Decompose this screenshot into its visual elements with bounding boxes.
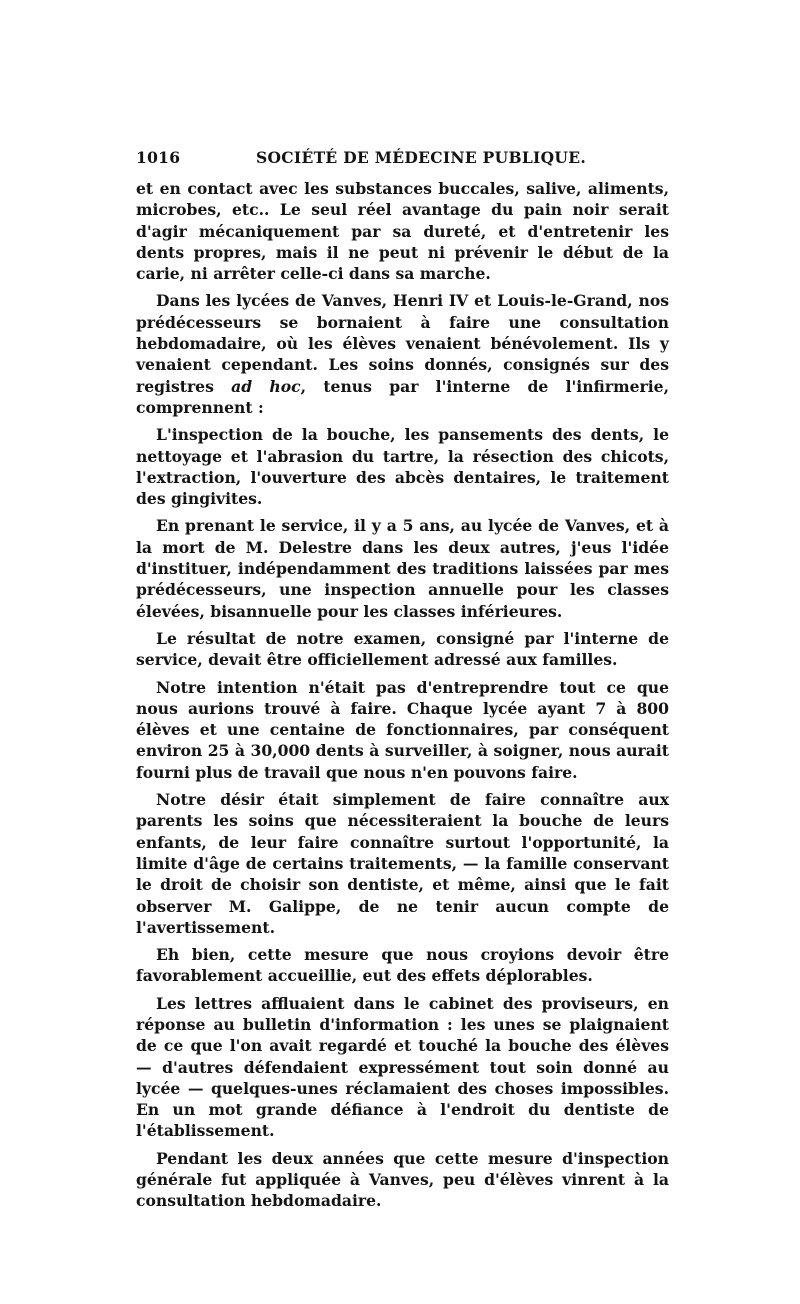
paragraph-lycees bbox=[136, 290, 669, 418]
paragraph-lettres: Les lettres affluaient dans le cabinet des proviseurs, en réponse au bulletin d'information : les unes se plaignaient de ce que l'on avait regardé et touché la bouche des élèves — d'autres défendaient expressément tout soin donné au lycée — quelques-unes réclamaient des choses impossibles. En un mot grande défiance à l'endroit du dentiste de l'établissement. bbox=[136, 993, 669, 1141]
paragraph-lycees-before: Dans les lycées de Vanves, Henri IV et Louis-le-Grand, nos prédécesseurs se bornaient à faire une consultation hebdomadaire, où les élèves venaient bénévolement. Ils y venaient cependant. Les soins donnés, consignés sur des registres bbox=[136, 291, 669, 396]
paragraph-intention: Notre intention n'était pas d'entreprendre tout ce que nous aurions trouvé à faire. Chaque lycée ayant 7 à 800 élèves et une centaine de fonctionnaires, par conséquent environ 25 à 30,000 dents à surveiller, à soigner, nous aurait fourni plus de travail que nous n'en pouvons faire. bbox=[136, 677, 669, 782]
paragraph-inspection: L'inspection de la bouche, les pansements des dents, le nettoyage et l'abrasion du tartre, la résection des chicots, l'extraction, l'ouverture des abcès dentaires, le traitement des gingivites. bbox=[136, 425, 669, 509]
paragraph-eh-bien: Eh bien, cette mesure que nous croyions devoir être favorablement accueillie, eut des effets déplorables. bbox=[136, 945, 669, 986]
body-text bbox=[136, 178, 669, 1212]
ad-hoc-italic: ad hoc bbox=[231, 376, 301, 396]
paragraph-continued: et en contact avec les substances buccales, salive, aliments, microbes, etc.. Le seul réel avantage du pain noir serait d'agir mécaniquement par sa dureté, et d'entretenir les dents propres, mais il ne peut ni prévenir le début de la carie, ni arrêter celle-ci dans sa marche. bbox=[136, 179, 669, 284]
page-number: 1016 bbox=[136, 148, 181, 167]
paragraph-service: En prenant le service, il y a 5 ans, au lycée de Vanves, et à la mort de M. Delestre dans les deux autres, j'eus l'idée d'instituer, indépendamment des traditions laissées par mes prédécesseurs, une inspection annuelle pour les classes élevées, bisannuelle pour les classes inférieures. bbox=[136, 516, 669, 621]
running-title: SOCIÉTÉ DE MÉDECINE PUBLIQUE. bbox=[256, 148, 587, 167]
paragraph-desir: Notre désir était simplement de faire connaître aux parents les soins que nécessiteraient la bouche de leurs enfants, de leur faire connaître surtout l'opportunité, la limite d'âge de certains traitements, — la famille conservant le droit de choisir son dentiste, et même, ainsi que le fait observer M. Galippe, de ne tenir aucun compte de l'avertissement. bbox=[136, 790, 669, 937]
paragraph-resultat: Le résultat de notre examen, consigné par l'interne de service, devait être officiellement adressé aux familles. bbox=[136, 628, 669, 670]
book-page bbox=[136, 148, 669, 1218]
running-header bbox=[136, 148, 669, 172]
paragraph-pendant: Pendant les deux années que cette mesure d'inspection générale fut appliquée à Vanves, peu d'élèves vinrent à la consultation hebdomadaire. bbox=[136, 1148, 669, 1211]
paragraph-lycees-after: , tenus par l'interne de l'infirmerie, comprennent : bbox=[136, 376, 670, 417]
